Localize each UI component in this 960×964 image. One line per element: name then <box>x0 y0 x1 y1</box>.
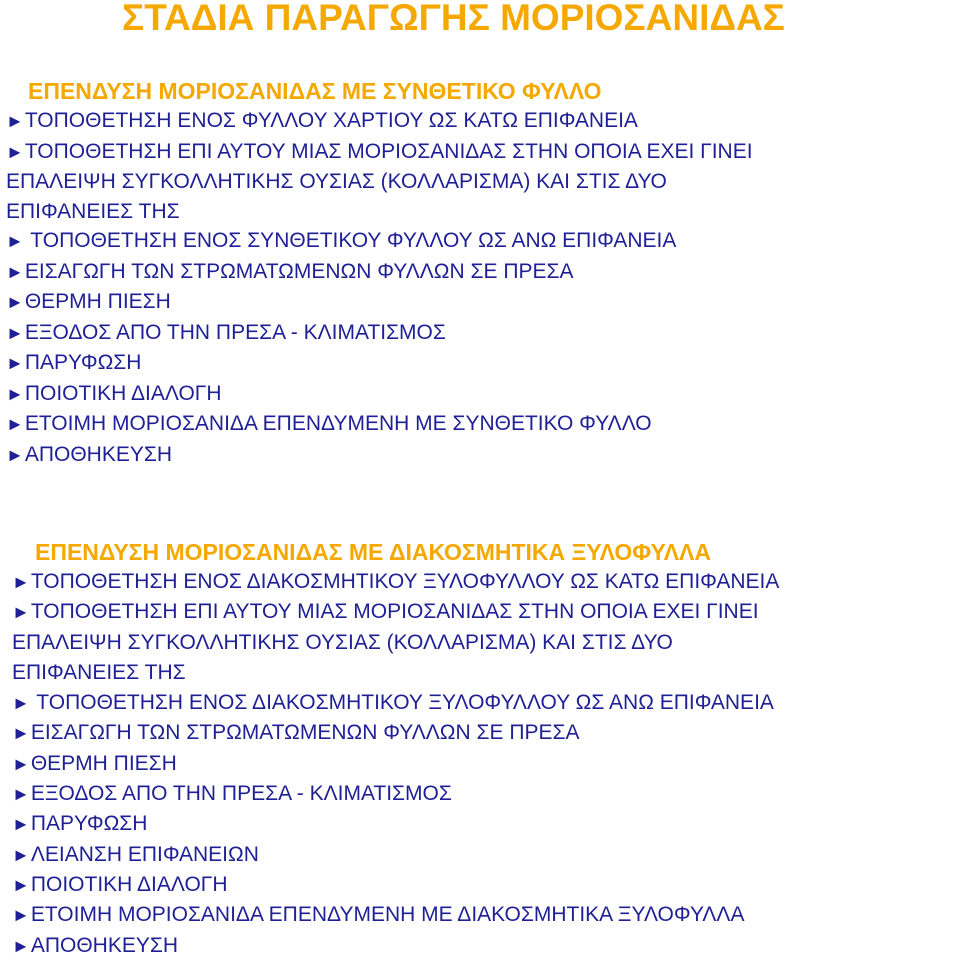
step-item <box>12 809 960 839</box>
section-synthetic-sheet <box>0 76 960 470</box>
step-item <box>6 226 960 257</box>
step-text: ΕΙΣΑΓΩΓΗ ΤΩΝ ΣΤΡΩΜΑΤΩΜΕΝΩΝ ΦΥΛΛΩΝ ΣΕ ΠΡΕΣΑ <box>30 721 580 745</box>
step-item <box>12 870 960 900</box>
section-decorative-veneer <box>0 537 960 961</box>
step-item <box>6 348 960 379</box>
arrow-right-icon: ► <box>12 935 30 956</box>
step-item <box>12 567 960 597</box>
step-item <box>6 106 960 137</box>
page-title: ΣΤΑΔΙΑ ΠΑΡΑΓΩΓΗΣ ΜΟΡΙΟΣΑΝΙΔΑΣ <box>122 0 785 38</box>
step-text: ΕΠΙΦΑΝΕΙΕΣ ΤΗΣ <box>12 660 186 684</box>
arrow-right-icon: ► <box>6 322 24 343</box>
arrow-right-icon: ► <box>12 814 30 835</box>
step-item <box>12 597 960 627</box>
arrow-right-icon: ► <box>6 111 24 131</box>
step-text: ΘΕΡΜΗ ΠΙΕΣΗ <box>30 751 177 775</box>
step-text: ΠΑΡΥΦΩΣΗ <box>30 812 148 836</box>
arrow-right-icon: ► <box>12 753 30 774</box>
step-text: ΕΤΟΙΜΗ ΜΟΡΙΟΣΑΝΙΔΑ ΕΠΕΝΔΥΜΕΝΗ ΜΕ ΣΥΝΘΕΤΙΚΟ ΦΥΛΛΟ <box>24 412 652 435</box>
step-text: ΤΟΠΟΘΕΤΗΣΗ ΕΠΙ ΑΥΤΟΥ ΜΙΑΣ ΜΟΡΙΟΣΑΝΙΔΑΣ ΣΤΗΝ ΟΠΟΙΑ ΕΧΕΙ ΓΙΝΕΙ <box>24 139 753 163</box>
step-text: ΠΟΙΟΤΙΚΗ ΔΙΑΛΟΓΗ <box>24 381 222 405</box>
step-text: ΕΠΑΛΕΙΨΗ ΣΥΓΚΟΛΛΗΤΙΚΗΣ ΟΥΣΙΑΣ (ΚΟΛΛΑΡΙΣΜΑ) ΚΑΙ ΣΤΙΣ ΔΥΟ <box>12 630 673 654</box>
step-continuation <box>12 658 960 688</box>
step-list <box>0 567 960 961</box>
step-text: ΘΕΡΜΗ ΠΙΕΣΗ <box>24 290 171 313</box>
step-continuation <box>6 197 960 227</box>
step-item <box>12 931 960 961</box>
arrow-right-icon: ► <box>6 353 24 373</box>
step-text: ΕΠΑΛΕΙΨΗ ΣΥΓΚΟΛΛΗΤΙΚΗΣ ΟΥΣΙΑΣ (ΚΟΛΛΑΡΙΣΜΑ) ΚΑΙ ΣΤΙΣ ΔΥΟ <box>6 170 667 193</box>
step-item <box>6 287 960 318</box>
step-text: ΕΞΟΔΟΣ ΑΠΟ ΤΗΝ ΠΡΕΣΑ - ΚΛΙΜΑΤΙΣΜΟΣ <box>30 782 452 806</box>
section-heading: ΕΠΕΝΔΥΣΗ ΜΟΡΙΟΣΑΝΙΔΑΣ ΜΕ ΣΥΝΘΕΤΙΚΟ ΦΥΛΛΟ <box>28 78 602 104</box>
step-text: ΤΟΠΟΘΕΤΗΣΗ ΕΠΙ ΑΥΤΟΥ ΜΙΑΣ ΜΟΡΙΟΣΑΝΙΔΑΣ ΣΤΗΝ ΟΠΟΙΑ ΕΧΕΙ ΓΙΝΕΙ <box>30 600 759 624</box>
step-item <box>12 749 960 779</box>
arrow-right-icon: ► <box>12 784 30 805</box>
arrow-right-icon: ► <box>12 844 30 865</box>
step-continuation <box>6 167 960 197</box>
arrow-right-icon: ► <box>12 602 30 623</box>
step-item <box>12 900 960 930</box>
arrow-right-icon: ► <box>12 905 30 926</box>
step-item <box>6 318 960 349</box>
step-item <box>12 840 960 870</box>
step-text: ΤΟΠΟΘΕΤΗΣΗ ΕΝΟΣ ΣΥΝΘΕΤΙΚΟΥ ΦΥΛΛΟΥ ΩΣ ΑΝΩ ΕΠΙΦΑΝΕΙΑ <box>24 229 677 252</box>
step-item <box>6 379 960 410</box>
step-item <box>6 257 960 288</box>
step-item <box>6 409 960 440</box>
arrow-right-icon: ► <box>6 444 24 465</box>
step-text: ΤΟΠΟΘΕΤΗΣΗ ΕΝΟΣ ΔΙΑΚΟΣΜΗΤΙΚΟΥ ΞΥΛΟΦΥΛΛΟΥ ΩΣ ΚΑΤΩ ΕΠΙΦΑΝΕΙΑ <box>30 570 780 593</box>
step-continuation <box>12 628 960 658</box>
section-heading: ΕΠΕΝΔΥΣΗ ΜΟΡΙΟΣΑΝΙΔΑΣ ΜΕ ΔΙΑΚΟΣΜΗΤΙΚΑ ΞΥΛΟΦΥΛΛΑ <box>35 539 711 565</box>
arrow-right-icon: ► <box>6 414 24 434</box>
step-text: ΤΟΠΟΘΕΤΗΣΗ ΕΝΟΣ ΦΥΛΛΟΥ ΧΑΡΤΙΟΥ ΩΣ ΚΑΤΩ ΕΠΙΦΑΝΕΙΑ <box>24 109 638 132</box>
step-item <box>12 779 960 809</box>
step-text: ΑΠΟΘΗΚΕΥΣΗ <box>30 933 179 957</box>
step-item <box>6 137 960 168</box>
step-text: ΕΤΟΙΜΗ ΜΟΡΙΟΣΑΝΙΔΑ ΕΠΕΝΔΥΜΕΝΗ ΜΕ ΔΙΑΚΟΣΜΗΤΙΚΑ ΞΥΛΟΦΥΛΛΑ <box>30 903 745 927</box>
step-list <box>0 106 960 470</box>
arrow-right-icon: ► <box>12 572 30 592</box>
arrow-right-icon: ► <box>12 874 30 895</box>
step-text: ΛΕΙΑΝΣΗ ΕΠΙΦΑΝΕΙΩΝ <box>30 842 259 866</box>
step-text: ΕΠΙΦΑΝΕΙΕΣ ΤΗΣ <box>6 199 180 223</box>
step-text: ΑΠΟΘΗΚΕΥΣΗ <box>24 442 173 466</box>
step-text: ΤΟΠΟΘΕΤΗΣΗ ΕΝΟΣ ΔΙΑΚΟΣΜΗΤΙΚΟΥ ΞΥΛΟΦΥΛΛΟΥ ΩΣ ΑΝΩ ΕΠΙΦΑΝΕΙΑ <box>30 691 774 715</box>
arrow-right-icon: ► <box>12 723 30 744</box>
step-text: ΠΟΙΟΤΙΚΗ ΔΙΑΛΟΓΗ <box>30 872 228 896</box>
arrow-right-icon: ► <box>6 141 24 162</box>
step-item <box>12 718 960 748</box>
arrow-right-icon: ► <box>6 261 24 282</box>
step-text: ΕΙΣΑΓΩΓΗ ΤΩΝ ΣΤΡΩΜΑΤΩΜΕΝΩΝ ΦΥΛΛΩΝ ΣΕ ΠΡΕΣΑ <box>24 259 574 283</box>
arrow-right-icon: ► <box>6 231 24 251</box>
arrow-right-icon: ► <box>6 383 24 404</box>
arrow-right-icon: ► <box>6 292 24 312</box>
arrow-right-icon: ► <box>12 693 30 714</box>
step-text: ΕΞΟΔΟΣ ΑΠΟ ΤΗΝ ΠΡΕΣΑ - ΚΛΙΜΑΤΙΣΜΟΣ <box>24 320 446 344</box>
step-text: ΠΑΡΥΦΩΣΗ <box>24 351 142 374</box>
step-item <box>12 688 960 718</box>
step-item <box>6 440 960 471</box>
